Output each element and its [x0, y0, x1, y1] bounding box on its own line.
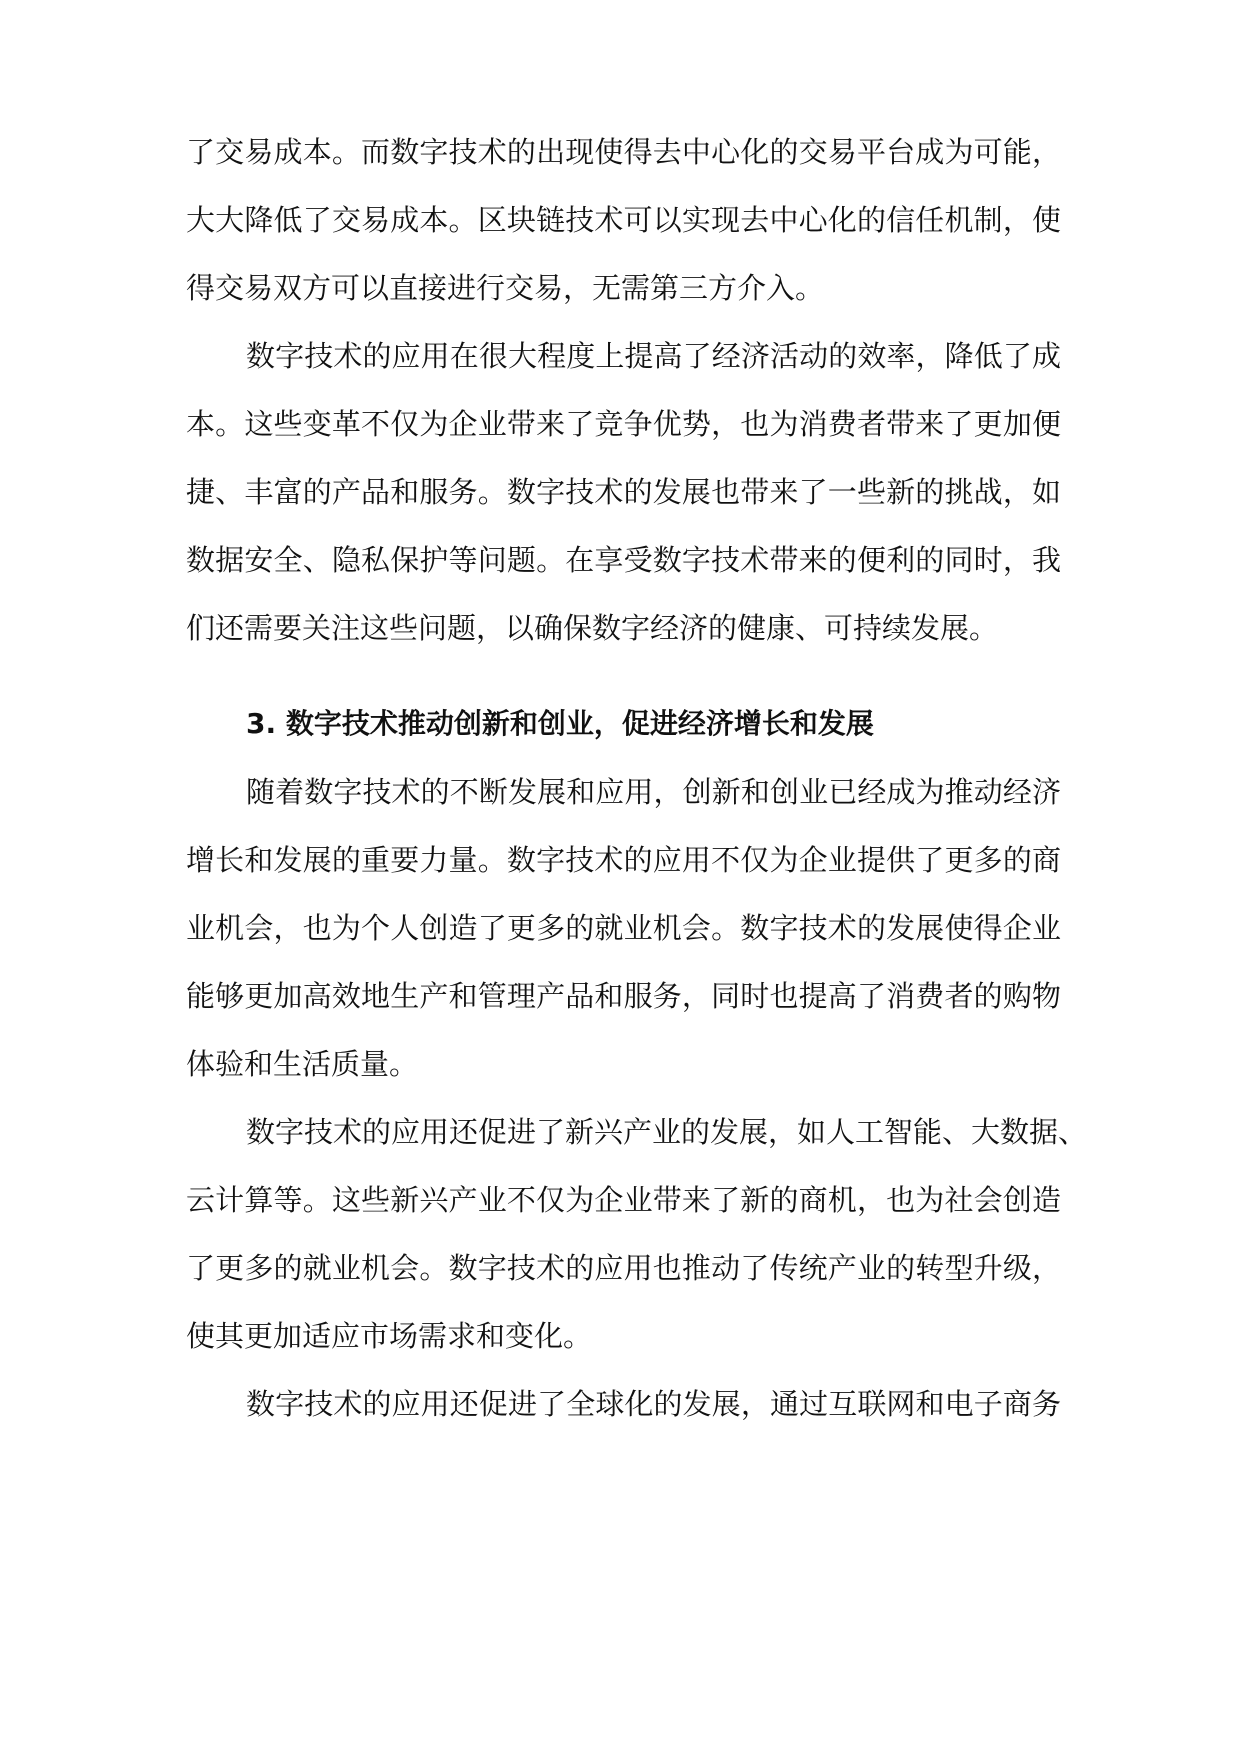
paragraph-line: 捷、丰富的产品和服务。数字技术的发展也带来了一些新的挑战，如 — [186, 475, 1061, 509]
paragraph-line: 业机会，也为个人创造了更多的就业机会。数字技术的发展使得企业 — [186, 911, 1061, 945]
paragraph-line: 们还需要关注这些问题，以确保数字经济的健康、可持续发展。 — [186, 611, 999, 645]
paragraph-line: 体验和生活质量。 — [186, 1047, 419, 1081]
paragraph-line: 本。这些变革不仅为企业带来了竞争优势，也为消费者带来了更加便 — [186, 407, 1061, 441]
paragraph-line: 能够更加高效地生产和管理产品和服务，同时也提高了消费者的购物 — [186, 979, 1061, 1013]
paragraph-line: 数字技术的应用还促进了新兴产业的发展，如人工智能、大数据、 — [246, 1115, 1088, 1149]
paragraph-line: 数字技术的应用还促进了全球化的发展，通过互联网和电子商务 — [246, 1387, 1061, 1421]
paragraph-line: 得交易双方可以直接进行交易，无需第三方介入。 — [186, 271, 825, 305]
paragraph-line: 云计算等。这些新兴产业不仅为企业带来了新的商机，也为社会创造 — [186, 1183, 1061, 1217]
paragraph-line: 数字技术的应用在很大程度上提高了经济活动的效率，降低了成 — [246, 339, 1061, 373]
section-heading: 3. 数字技术推动创新和创业，促进经济增长和发展 — [246, 707, 874, 740]
paragraph-line: 数据安全、隐私保护等问题。在享受数字技术带来的便利的同时，我 — [186, 543, 1061, 577]
paragraph-line: 随着数字技术的不断发展和应用，创新和创业已经成为推动经济 — [246, 775, 1061, 809]
paragraph-line: 大大降低了交易成本。区块链技术可以实现去中心化的信任机制，使 — [186, 203, 1061, 237]
paragraph-line: 了交易成本。而数字技术的出现使得去中心化的交易平台成为可能， — [186, 135, 1061, 169]
paragraph-line: 了更多的就业机会。数字技术的应用也推动了传统产业的转型升级， — [186, 1251, 1061, 1285]
paragraph-line: 增长和发展的重要力量。数字技术的应用不仅为企业提供了更多的商 — [186, 843, 1061, 877]
paragraph-line: 使其更加适应市场需求和变化。 — [186, 1319, 593, 1353]
